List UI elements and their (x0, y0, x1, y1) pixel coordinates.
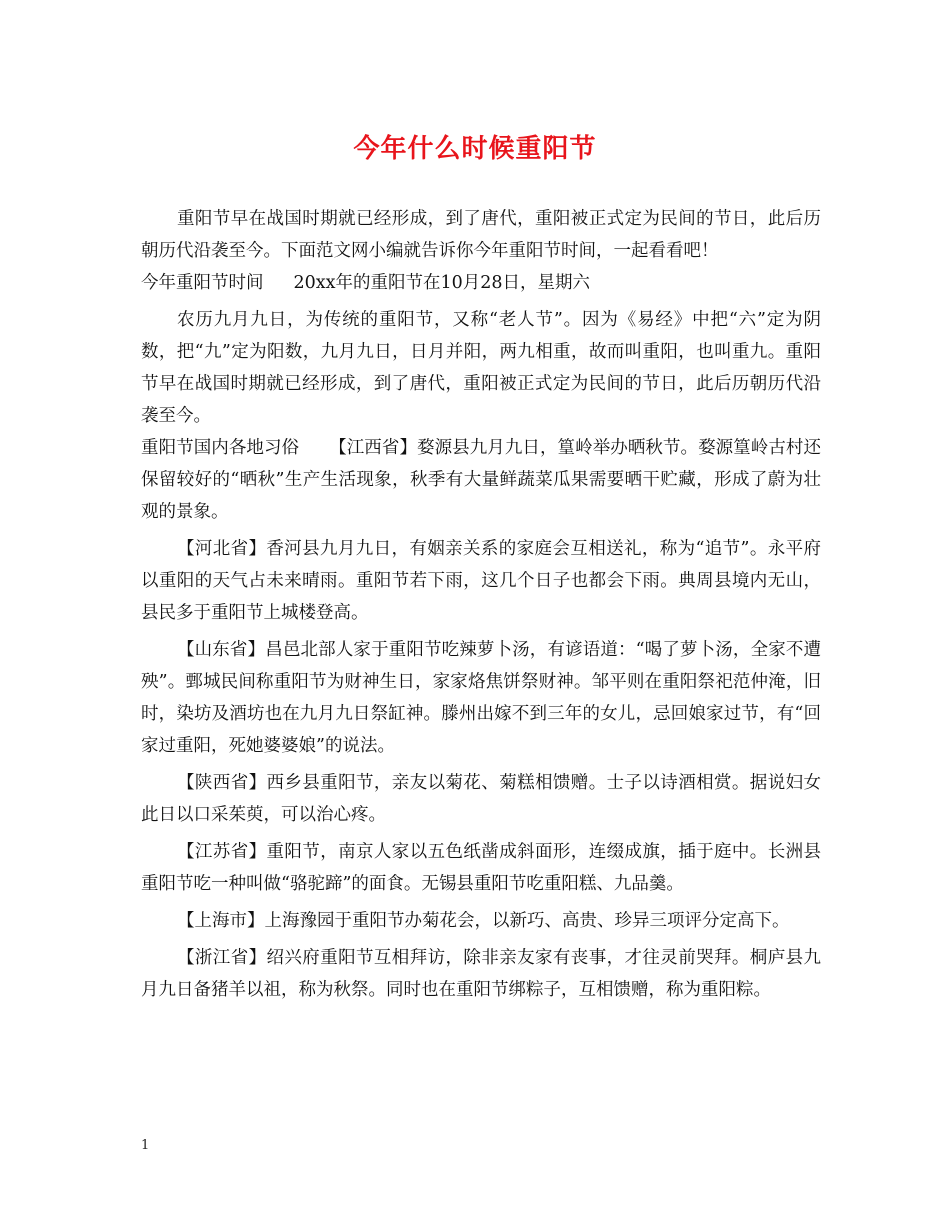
festival-time-heading: 今年重阳节时间 (141, 273, 264, 293)
customs-shandong-paragraph: 【山东省】昌邑北部人家于重阳节吃辣萝卜汤，有谚语道：“喝了萝卜汤，全家不遭殃”。鄄城民间称重阳节为财神生日，家家烙焦饼祭财神。邹平则在重阳祭祀范仲淹，旧时，染坊及酒坊也在九月九日祭缸神。滕州出嫁不到三年的女儿，忌回娘家过节，有“回家过重阳，死她婆婆娘”的说法。 (141, 640, 821, 756)
intro-paragraph: 重阳节早在战国时期就已经形成，到了唐代，重阳被正式定为民间的节日，此后历朝历代沿袭至今。下面范文网小编就告诉你今年重阳节时间，一起看看吧！ (141, 209, 821, 261)
customs-heading: 重阳节国内各地习俗 (141, 438, 300, 458)
customs-hebei-paragraph: 【河北省】香河县九月九日，有姻亲关系的家庭会互相送礼，称为“追节”。永平府以重阳的天气占未来晴雨。重阳节若下雨，这几个日子也都会下雨。典周县境内无山，县民多于重阳节上城楼登高。 (141, 539, 821, 623)
festival-time-text: 20xx年的重阳节在10月28日，星期六 (293, 273, 591, 293)
customs-jiangxi-paragraph (141, 432, 821, 528)
document-body (141, 203, 821, 1011)
page-number: 1 (141, 1138, 150, 1153)
origin-paragraph: 农历九月九日，为传统的重阳节，又称“老人节”。因为《易经》中把“六”定为阴数，把“九”定为阳数，九月九日，日月并阳，两九相重，故而叫重阳，也叫重九。重阳节早在战国时期就已经形成，到了唐代，重阳被正式定为民间的节日，此后历朝历代沿袭至今。 (141, 310, 821, 426)
festival-time-line (141, 267, 821, 299)
customs-shaanxi-paragraph: 【陕西省】西乡县重阳节，亲友以菊花、菊糕相馈赠。士子以诗酒相赏。据说妇女此日以口采茱萸，可以治心疼。 (141, 773, 821, 825)
customs-jiangsu-paragraph: 【江苏省】重阳节，南京人家以五色纸凿成斜面形，连缀成旗，插于庭中。长洲县重阳节吃一种叫做“骆驼蹄”的面食。无锡县重阳节吃重阳糕、九品羹。 (141, 842, 821, 894)
document-title: 今年什么时候重阳节 (353, 134, 597, 164)
customs-shanghai-paragraph: 【上海市】上海豫园于重阳节办菊花会，以新巧、高贵、珍异三项评分定高下。 (177, 911, 790, 931)
customs-zhejiang-paragraph: 【浙江省】绍兴府重阳节互相拜访，除非亲友家有丧事，才往灵前哭拜。桐庐县九月九日备猪羊以祖，称为秋祭。同时也在重阳节绑粽子，互相馈赠，称为重阳粽。 (141, 948, 821, 1000)
customs-jiangxi-text: 【江西省】婺源县九月九日，篁岭举办晒秋节。婺源篁岭古村还保留较好的“晒秋”生产生活现象，秋季有大量鲜蔬菜瓜果需要晒干贮藏，形成了蔚为壮观的景象。 (141, 438, 821, 522)
